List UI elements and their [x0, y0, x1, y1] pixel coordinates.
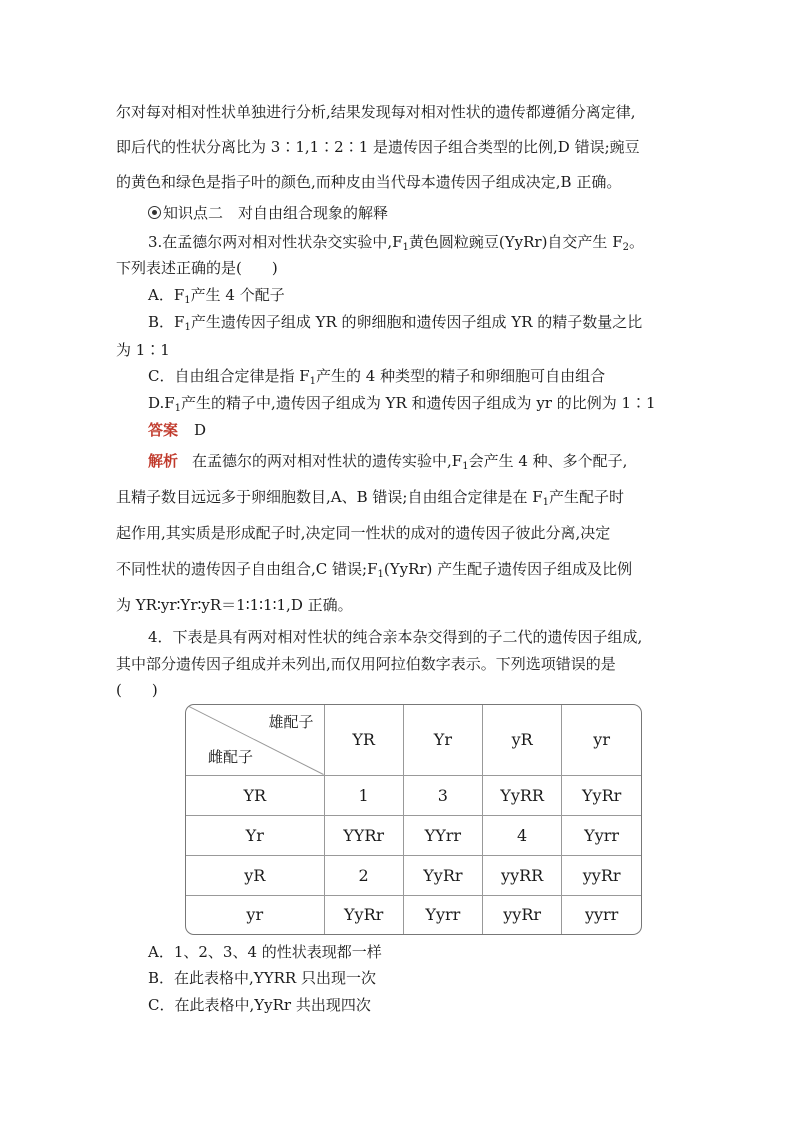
table-header-row: [186, 705, 641, 775]
analysis-line: 且精子数目远远多于卵细胞数目,A、B 错误;自由组合定律是在 $F_1$产生配子时: [116, 488, 625, 508]
table-col-header: yr: [562, 705, 641, 775]
table-cell: yyRr: [483, 895, 562, 934]
corner-label-male-gamete: 雄配子: [268, 713, 314, 731]
table-cell: YyRr: [562, 775, 641, 815]
option-b: B．$F_1$产生遗传因子组成 YR 的卵细胞和遗传因子组成 YR 的精子数量之比: [148, 313, 643, 333]
table-row: [186, 855, 641, 895]
question-4-stem: 4．下表是具有两对相对性状的纯合亲本杂交得到的子二代的遗传因子组成,: [148, 628, 643, 646]
table-cell: YyRr: [403, 855, 482, 895]
circle-bullet-icon: [148, 206, 161, 219]
table-cell: 1: [324, 775, 403, 815]
table-cell: 3: [403, 775, 482, 815]
analysis-line: 不同性状的遗传因子自由组合,C 错误$;F_1(YyRr)$ 产生配子遗传因子组成及比例: [116, 560, 633, 580]
analysis-line: 解析 在孟德尔的两对相对性状的遗传实验中$,F_1$会产生 4 种、多个配子,: [148, 452, 628, 472]
option-b-cont: 为 1∶1: [116, 341, 170, 359]
table-row-header: yR: [186, 855, 324, 895]
table-col-header: YR: [324, 705, 403, 775]
q4-option-b: B．在此表格中,YYRR 只出现一次: [148, 969, 376, 987]
question-3-stem-line2: 下列表述正确的是( ): [116, 259, 278, 277]
answer-label: 答案: [148, 421, 179, 439]
analysis-line: 起作用,其实质是形成配子时,决定同一性状的成对的遗传因子彼此分离,决定: [116, 524, 611, 542]
q4-option-a: A．1、2、3、4 的性状表现都一样: [148, 943, 382, 961]
table-cell: YYRr: [324, 815, 403, 855]
table-col-header: Yr: [403, 705, 482, 775]
question-3-stem: 3.在孟德尔两对相对性状杂交实验中$,F_1$黄色圆粒豌豆(YyRr)自交产生 $F_2$。: [148, 233, 644, 253]
question-4-stem-line2: 其中部分遗传因子组成并未列出,而仅用阿拉伯数字表示。下列选项错误的是: [116, 655, 616, 673]
table-row: [186, 775, 641, 815]
question-4-stem-line3: ( ): [116, 681, 158, 699]
table-cell: YyRR: [483, 775, 562, 815]
table-cell: Yyrr: [562, 815, 641, 855]
table-row: [186, 895, 641, 934]
table-cell: 2: [324, 855, 403, 895]
text-line: 即后代的性状分离比为 3∶1,1∶2∶1 是遗传因子组合类型的比例,D 错误;豌豆: [116, 138, 640, 156]
analysis-label: 解析: [148, 452, 179, 470]
table-row-header: yr: [186, 895, 324, 934]
table-row-header: Yr: [186, 815, 324, 855]
table-cell: YyRr: [324, 895, 403, 934]
corner-label-female-gamete: 雌配子: [208, 747, 254, 766]
table-row: [186, 815, 641, 855]
table-cell: yyrr: [562, 895, 641, 934]
text-line: 的黄色和绿色是指子叶的颜色,而种皮由当代母本遗传因子组成决定,B 正确。: [116, 173, 622, 191]
genotype-table: [185, 704, 642, 935]
table-cell: 4: [483, 815, 562, 855]
answer-line: [148, 420, 206, 440]
q4-option-c: C．在此表格中,YyRr 共出现四次: [148, 996, 371, 1014]
table-corner-cell: [186, 705, 324, 775]
table-cell: yyRR: [483, 855, 562, 895]
option-d: $D.F_1$产生的精子中,遗传因子组成为 YR 和遗传因子组成为 yr 的比例为 1∶1: [148, 394, 656, 414]
table-cell: YYrr: [403, 815, 482, 855]
table-cell: yyRr: [562, 855, 641, 895]
analysis-line: 为 YR∶yr∶Yr∶yR＝1∶1∶1∶1,D 正确。: [116, 596, 353, 614]
table-row-header: YR: [186, 775, 324, 815]
text-line: 尔对每对相对性状单独进行分析,结果发现每对相对性状的遗传都遵循分离定律,: [116, 103, 636, 121]
table-col-header: yR: [483, 705, 562, 775]
option-c: C．自由组合定律是指 $F_1$产生的 4 种类型的精子和卵细胞可自由组合: [148, 367, 606, 387]
section-heading: 知识点二 对自由组合现象的解释: [148, 203, 388, 223]
table-cell: Yyrr: [403, 895, 482, 934]
option-a: A．$F_1$产生 4 个配子: [148, 286, 285, 306]
answer-value: D: [194, 421, 207, 439]
